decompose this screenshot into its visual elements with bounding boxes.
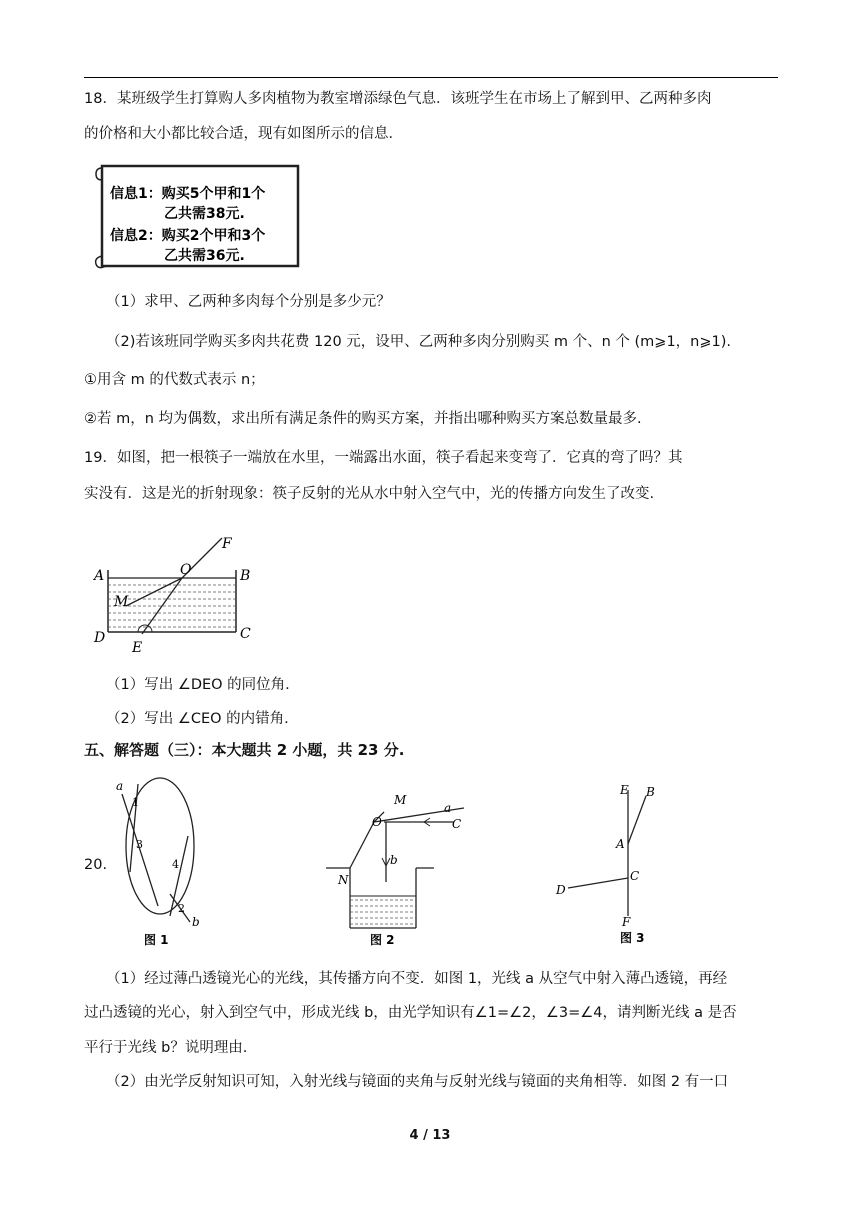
q18-line2: 的价格和大小都比较合适，现有如图所示的信息． xyxy=(84,126,403,142)
fig3-label-C: C xyxy=(630,869,640,883)
header-rule xyxy=(84,77,778,78)
section-5-heading: 五、解答题（三）：本大题共 2 小题，共 23 分. xyxy=(84,741,405,759)
q20-fig2-mirror xyxy=(322,786,464,948)
q20-p1-line1: （1）经过薄凸透镜光心的光线，其传播方向不变．如图 1，光线 a 从空气中射入薄凸透镜，再经 xyxy=(106,971,728,987)
label-D: D xyxy=(94,630,106,646)
label-F: F xyxy=(222,536,232,552)
q20-p2-line1: （2）由光学反射知识可知，入射光线与镜面的夹角与反射光线与镜面的夹角相等．如图 2 有一口 xyxy=(106,1074,729,1090)
page-number: 4 / 13 xyxy=(409,1128,451,1143)
q19-chopstick-figure xyxy=(86,530,266,660)
fig1-angle-1: 1 xyxy=(132,796,139,809)
fig3-label-A: A xyxy=(616,837,625,851)
fig2-caption: 图 2 xyxy=(370,933,395,947)
q19-line2: 实没有．这是光的折射现象：筷子反射的光从水中射入空气中，光的传播方向发生了改变. xyxy=(84,486,655,502)
fig2-label-O: O xyxy=(372,815,382,829)
q20-p1-line3: 平行于光线 b？说明理由. xyxy=(84,1040,248,1056)
label-B: B xyxy=(240,568,251,584)
fig2-label-N: N xyxy=(338,873,349,887)
label-E: E xyxy=(132,640,143,656)
fig3-label-E: E xyxy=(620,783,629,797)
q18-info-scroll xyxy=(92,160,304,274)
fig1-angle-4: 4 xyxy=(172,858,179,871)
info-line-2: 乙共需38元. xyxy=(164,206,245,222)
fig1-label-b: b xyxy=(192,915,200,929)
q19-part2: （2）写出 ∠CEO 的内错角. xyxy=(106,711,289,727)
label-C: C xyxy=(240,626,251,642)
fig2-label-M: M xyxy=(394,793,407,807)
info-line-3: 信息2：购买2个甲和3个 xyxy=(110,228,266,244)
info-line-4: 乙共需36元. xyxy=(164,248,245,264)
fig2-label-a: a xyxy=(444,801,452,815)
info-line-1: 信息1：购买5个甲和1个 xyxy=(110,186,266,202)
fig3-label-B: B xyxy=(646,785,655,799)
fig3-label-F: F xyxy=(622,915,631,929)
q20-fig1-lens xyxy=(108,776,218,948)
q18-sub2: ②若 m，n 均为偶数，求出所有满足条件的购买方案，并指出哪种购买方案总数量最多. xyxy=(84,411,642,427)
q18-sub1: ①用含 m 的代数式表示 n； xyxy=(84,372,265,388)
q19-part1: （1）写出 ∠DEO 的同位角. xyxy=(106,677,290,693)
fig3-caption: 图 3 xyxy=(620,931,645,945)
fig1-angle-3: 3 xyxy=(136,838,143,851)
label-A: A xyxy=(94,568,105,584)
q20-p1-line2: 过凸透镜的光心，射入到空气中，形成光线 b，由光学知识有∠1=∠2，∠3=∠4，请判断光线 a 是否 xyxy=(84,1005,737,1021)
q19-line1: 19．如图，把一根筷子一端放在水里，一端露出水面，筷子看起来变弯了．它真的弯了吗？其 xyxy=(84,450,683,466)
label-M: M xyxy=(114,594,129,610)
q18-part1: （1）求甲、乙两种多肉每个分别是多少元？ xyxy=(106,294,391,310)
q20-fig3-lines xyxy=(550,780,670,948)
fig1-angle-2: 2 xyxy=(178,902,185,915)
q18-line1: 18．某班级学生打算购人多肉植物为教室增添绿色气息．该班学生在市场上了解到甲、乙两种多肉 xyxy=(84,91,712,107)
label-O: O xyxy=(180,562,192,578)
q20-number: 20. xyxy=(84,857,108,873)
fig1-label-a: a xyxy=(116,779,124,793)
q18-part2: （2)若该班同学购买多肉共花费 120 元，设甲、乙两种多肉分别购买 m 个、n 个 (m⩾1，n⩾1). xyxy=(106,334,732,350)
fig3-label-D: D xyxy=(556,883,566,897)
fig2-label-b: b xyxy=(390,853,398,867)
fig1-caption: 图 1 xyxy=(144,933,169,947)
fig2-label-C: C xyxy=(452,817,462,831)
